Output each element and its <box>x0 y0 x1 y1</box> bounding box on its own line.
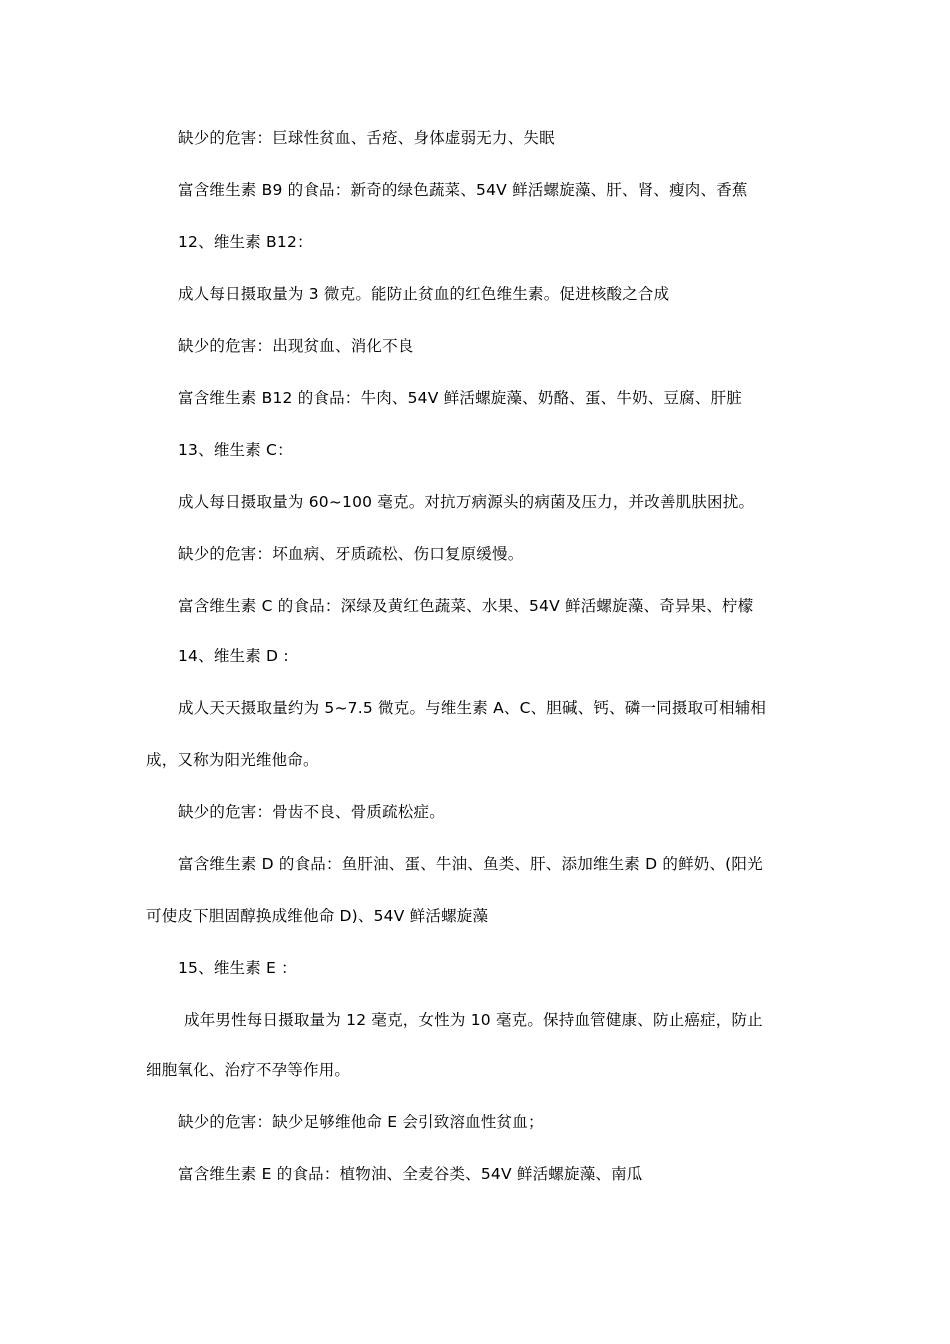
vitamin-e-intake-continuation: 细胞氧化、治疗不孕等作用。 <box>146 1061 351 1079</box>
vitamin-e-foods-line: 富含维生素 E 的食品：植物油、全麦谷类、54V 鲜活螺旋藻、南瓜 <box>178 1165 643 1183</box>
vitamin-c-foods-line: 富含维生素 C 的食品：深绿及黄红色蔬菜、水果、54V 鲜活螺旋藻、奇异果、柠檬 <box>178 597 754 615</box>
vitamin-e-heading: 15、维生素 E ： <box>178 959 297 977</box>
vitamin-e-deficiency-line: 缺少的危害：缺少足够维他命 E 会引致溶血性贫血； <box>178 1113 544 1131</box>
b9-deficiency-line: 缺少的危害：巨球性贫血、舌疮、身体虚弱无力、失眠 <box>178 129 555 147</box>
vitamin-d-deficiency-line: 缺少的危害：骨齿不良、骨质疏松症。 <box>178 803 445 821</box>
b9-foods-line: 富含维生素 B9 的食品：新奇的绿色蔬菜、54V 鲜活螺旋藻、肝、肾、瘦肉、香蕉 <box>178 181 748 199</box>
b12-intake-line: 成人每日摄取量为 3 微克。能防止贫血的红色维生素。促进核酸之合成 <box>178 285 670 303</box>
vitamin-c-intake-line: 成人每日摄取量为 60~100 毫克。对抗万病源头的病菌及压力，并改善肌肤困扰。 <box>178 493 755 511</box>
vitamin-d-foods-line: 富含维生素 D 的食品：鱼肝油、蛋、牛油、鱼类、肝、添加维生素 D 的鲜奶、(阳光 <box>178 855 763 873</box>
vitamin-d-foods-continuation: 可使皮下胆固醇换成维他命 D)、54V 鲜活螺旋藻 <box>146 907 489 925</box>
b12-heading: 12、维生素 B12： <box>178 233 313 251</box>
vitamin-e-intake-line: 成年男性每日摄取量为 12 毫克，女性为 10 毫克。保持血管健康、防止癌症，防止 <box>184 1011 763 1029</box>
vitamin-d-intake-line: 成人天天摄取量约为 5~7.5 微克。与维生素 A、C、胆碱、钙、磷一同摄取可相辅相 <box>178 699 767 717</box>
vitamin-c-deficiency-line: 缺少的危害：坏血病、牙质疏松、伤口复原缓慢。 <box>178 545 524 563</box>
b12-deficiency-line: 缺少的危害：出现贫血、消化不良 <box>178 337 414 355</box>
vitamin-d-intake-continuation: 成，又称为阳光维他命。 <box>146 751 319 769</box>
vitamin-d-heading: 14、维生素 D : <box>178 647 289 665</box>
b12-foods-line: 富含维生素 B12 的食品：牛肉、54V 鲜活螺旋藻、奶酪、蛋、牛奶、豆腐、肝脏 <box>178 389 742 407</box>
vitamin-c-heading: 13、维生素 C： <box>178 441 293 459</box>
